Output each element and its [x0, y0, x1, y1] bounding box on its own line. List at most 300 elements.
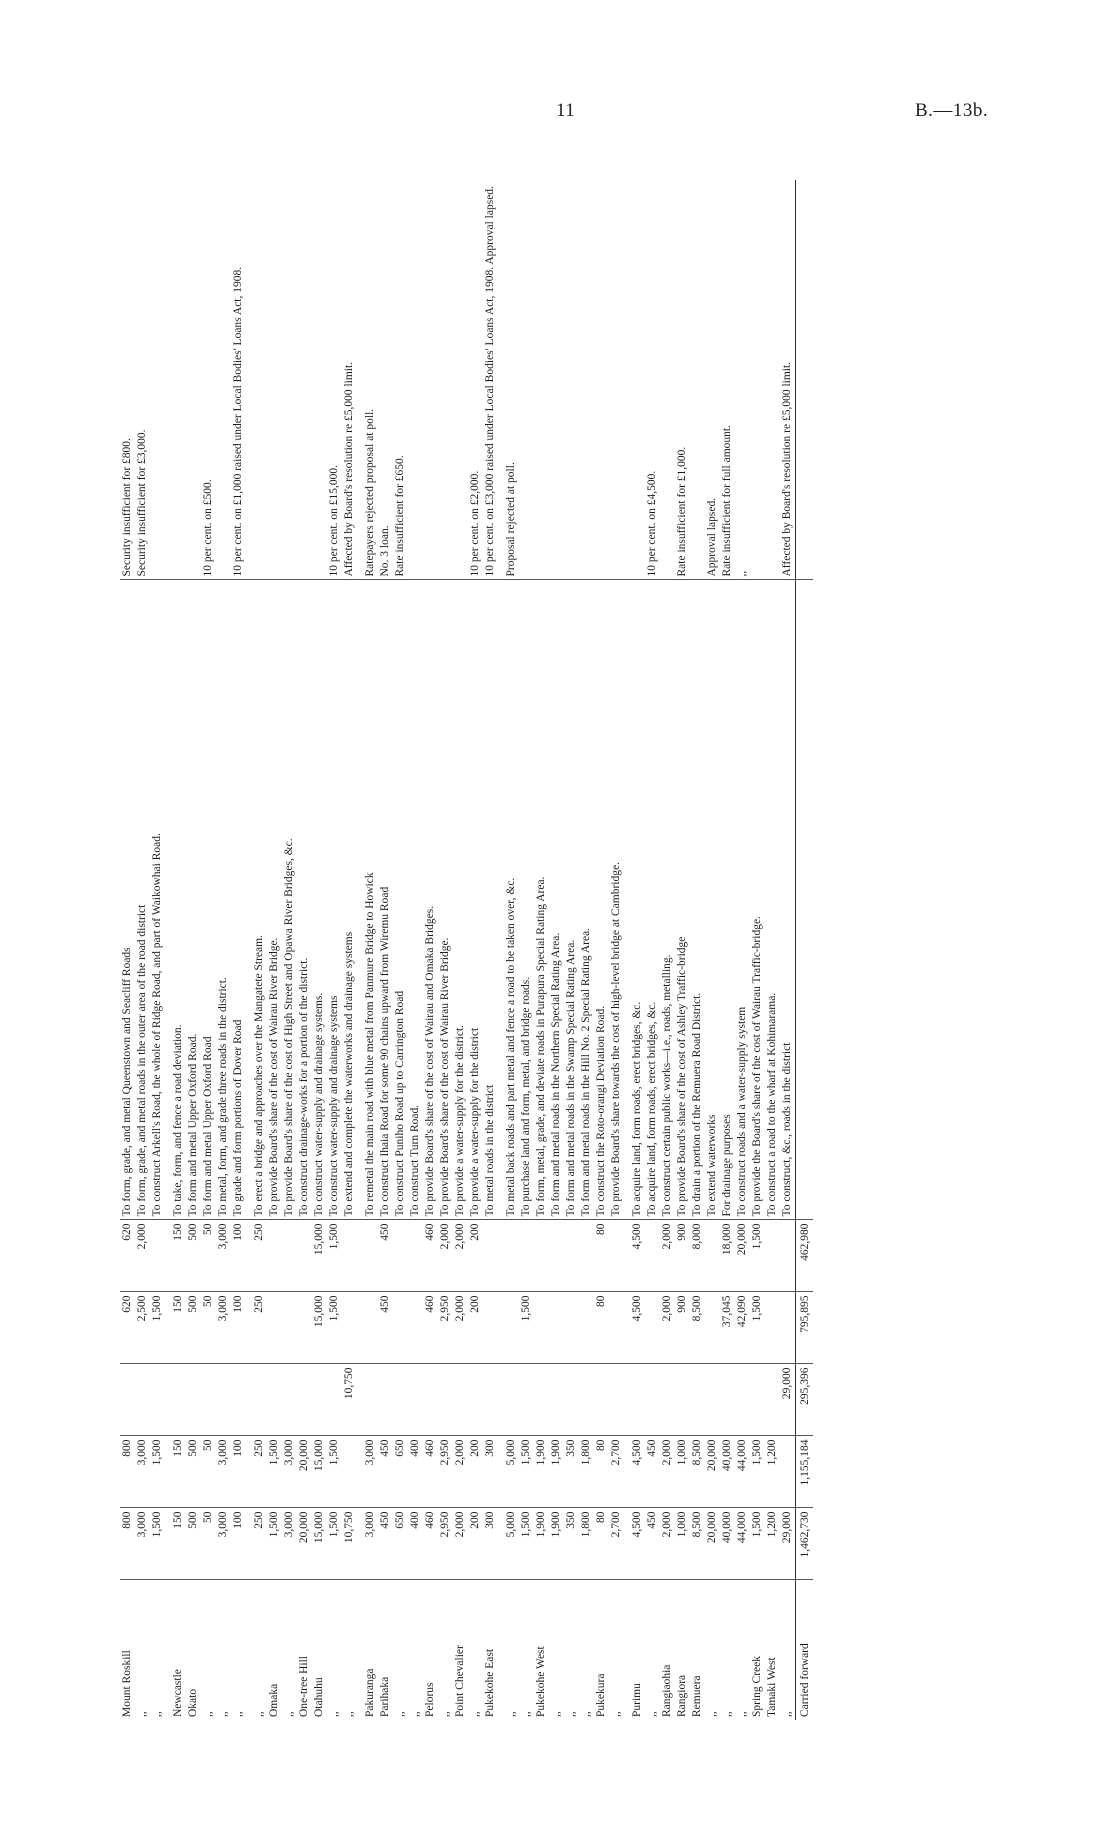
purpose-cell: To remetal the main road with blue metal from Panmure Bridge to Howick	[363, 580, 378, 1220]
table-row	[705, 180, 720, 1720]
remarks-cell: 10 per cent. on £3,000 raised under Local Bodies' Loans Act, 1908. Approval lapsed.	[483, 180, 498, 580]
amount-a-cell: 300	[483, 1508, 498, 1580]
amount-a-cell: 8,500	[690, 1508, 705, 1580]
remarks-cell	[564, 180, 579, 580]
location-cell: Purimu	[631, 1683, 643, 1717]
purpose-cell: To metal, form, and grade three roads in the district.	[216, 580, 231, 1220]
amount-b-cell: 1,500	[519, 1436, 534, 1508]
table-row	[135, 180, 150, 1720]
amount-b-cell: 800	[120, 1436, 135, 1508]
purpose-cell: To form and metal roads in the Hill No. 2 Special Rating Area.	[579, 580, 594, 1220]
amount-a-cell: 3,000	[135, 1508, 150, 1580]
table-row	[216, 180, 231, 1720]
purpose-cell: To form, grade, and metal roads in the outer area of the road district	[135, 580, 150, 1220]
amount-a-cell: 450	[378, 1508, 393, 1580]
amount-c-cell	[534, 1364, 549, 1436]
purpose-cell: To acquire land, form roads, erect bridges, &c.	[630, 580, 645, 1220]
table-row	[312, 180, 327, 1720]
remarks-cell	[216, 180, 231, 580]
amount-c-cell	[135, 1364, 150, 1436]
amount-c-cell	[252, 1364, 267, 1436]
amount-b-cell: 300	[483, 1436, 498, 1508]
amount-b-cell: 3,000	[282, 1436, 297, 1508]
table-row	[735, 180, 750, 1720]
purpose-cell: To form and metal Upper Oxford Road.	[186, 580, 201, 1220]
amount-b-cell: 1,800	[579, 1436, 594, 1508]
amount-b-cell: 500	[186, 1436, 201, 1508]
location-cell: Point Chevalier	[454, 1645, 466, 1717]
total-rem-empty	[796, 180, 814, 580]
amount-d-cell: 4,500	[630, 1292, 645, 1364]
table-row	[579, 180, 594, 1720]
purpose-cell: To extend and complete the waterworks and drainage systems	[342, 580, 357, 1220]
amount-a-cell: 20,000	[705, 1508, 720, 1580]
amount-c-cell	[630, 1364, 645, 1436]
total-desc-empty	[796, 580, 814, 1220]
amount-d-cell: 1,500	[519, 1292, 534, 1364]
purpose-cell: To construct water-supply and drainage systems	[327, 580, 342, 1220]
table-row	[645, 180, 660, 1720]
amount-b-cell: 1,200	[765, 1436, 780, 1508]
amount-e-cell	[780, 1220, 796, 1292]
amount-d-cell: 1,500	[750, 1292, 765, 1364]
location-cell: Tamaki West	[766, 1657, 778, 1717]
amount-d-cell	[564, 1292, 579, 1364]
amount-a-cell: 1,500	[750, 1508, 765, 1580]
remarks-cell	[519, 180, 534, 580]
amount-c-cell	[468, 1364, 483, 1436]
amount-e-cell	[534, 1220, 549, 1292]
amount-c-cell	[483, 1364, 498, 1436]
purpose-cell: For drainage purposes	[720, 580, 735, 1220]
amount-e-cell: 150	[171, 1220, 186, 1292]
amount-c-cell	[363, 1364, 378, 1436]
carried-forward-row	[796, 180, 814, 1720]
remarks-cell: 10 per cent. on £4,500.	[645, 180, 660, 580]
purpose-cell: To form and metal Upper Oxford Road	[201, 580, 216, 1220]
remarks-cell: Approval lapsed.	[705, 180, 720, 580]
amount-a-cell: 1,800	[579, 1508, 594, 1580]
amount-a-cell: 1,500	[327, 1508, 342, 1580]
remarks-cell	[630, 180, 645, 580]
amount-c-cell	[120, 1364, 135, 1436]
amount-c-cell	[312, 1364, 327, 1436]
total-d: 795,895	[796, 1292, 814, 1364]
amount-c-cell	[705, 1364, 720, 1436]
purpose-cell: To provide Board's share of the cost of Wairau River Bridge.	[438, 580, 453, 1220]
remarks-cell	[267, 180, 282, 580]
amount-a-cell: 3,000	[282, 1508, 297, 1580]
amount-c-cell	[765, 1364, 780, 1436]
purpose-cell: To provide Board's share of the cost of High Street and Opawa River Bridges, &c.	[282, 580, 297, 1220]
purpose-cell: To provide Board's share towards the cost of high-level bridge at Cambridge.	[609, 580, 624, 1220]
amount-b-cell: 460	[423, 1436, 438, 1508]
amount-e-cell	[150, 1220, 165, 1292]
amount-d-cell: 460	[423, 1292, 438, 1364]
amount-c-cell	[231, 1364, 246, 1436]
total-e: 462,980	[796, 1220, 814, 1292]
purpose-cell: To provide the Board's share of the cost of Wairau Traffic-bridge.	[750, 580, 765, 1220]
amount-e-cell: 8,000	[690, 1220, 705, 1292]
amount-a-cell: 1,500	[150, 1508, 165, 1580]
location-cell: ,,	[151, 1711, 163, 1717]
amount-b-cell: 3,000	[363, 1436, 378, 1508]
amount-d-cell: 620	[120, 1292, 135, 1364]
purpose-cell: To provide Board's share of the cost of Ashley Traffic-bridge	[675, 580, 690, 1220]
location-cell: ,,	[253, 1711, 265, 1717]
table-row	[630, 180, 645, 1720]
purpose-cell: To metal roads in the district	[483, 580, 498, 1220]
location-cell: ,,	[217, 1711, 229, 1717]
location-cell: Pukekohe West	[535, 1646, 547, 1717]
table-row	[594, 180, 609, 1720]
amount-c-cell	[660, 1364, 675, 1436]
remarks-cell	[549, 180, 564, 580]
remarks-cell: Affected by Board's resolution re £5,000 limit.	[780, 180, 796, 580]
amount-c-cell	[282, 1364, 297, 1436]
amount-e-cell	[645, 1220, 660, 1292]
amount-d-cell: 50	[201, 1292, 216, 1364]
amount-a-cell: 1,500	[267, 1508, 282, 1580]
amount-a-cell: 1,900	[534, 1508, 549, 1580]
table-row	[609, 180, 624, 1720]
amount-c-cell	[720, 1364, 735, 1436]
amount-e-cell	[297, 1220, 312, 1292]
amount-d-cell: 100	[231, 1292, 246, 1364]
amount-a-cell: 2,000	[660, 1508, 675, 1580]
amount-d-cell	[363, 1292, 378, 1364]
amount-b-cell: 1,500	[267, 1436, 282, 1508]
amount-c-cell	[504, 1364, 519, 1436]
amount-a-cell: 15,000	[312, 1508, 327, 1580]
amount-b-cell: 50	[201, 1436, 216, 1508]
amount-a-cell: 40,000	[720, 1508, 735, 1580]
table-body	[120, 180, 796, 1720]
amount-d-cell	[504, 1292, 519, 1364]
remarks-cell	[609, 180, 624, 580]
remarks-cell	[594, 180, 609, 580]
amount-d-cell	[579, 1292, 594, 1364]
amount-b-cell: 1,900	[549, 1436, 564, 1508]
amount-a-cell: 450	[645, 1508, 660, 1580]
amount-e-cell: 460	[423, 1220, 438, 1292]
amount-e-cell	[282, 1220, 297, 1292]
amount-d-cell: 37,045	[720, 1292, 735, 1364]
amount-b-cell: 350	[564, 1436, 579, 1508]
amount-c-cell	[549, 1364, 564, 1436]
table-row	[201, 180, 216, 1720]
amount-e-cell	[393, 1220, 408, 1292]
purpose-cell: To construct Turn Road.	[408, 580, 423, 1220]
location-cell: ,,	[721, 1711, 733, 1717]
amount-b-cell: 44,000	[735, 1436, 750, 1508]
location-cell: Rangiaohia	[661, 1664, 673, 1717]
location-cell: ,,	[781, 1711, 793, 1717]
amount-c-cell	[393, 1364, 408, 1436]
table-row	[150, 180, 165, 1720]
amount-d-cell	[549, 1292, 564, 1364]
remarks-cell	[750, 180, 765, 580]
amount-b-cell: 20,000	[297, 1436, 312, 1508]
amount-b-cell: 650	[393, 1436, 408, 1508]
amount-c-cell	[750, 1364, 765, 1436]
document-reference: B.—13b.	[915, 100, 989, 121]
location-cell: Otahuhu	[313, 1677, 325, 1717]
carried-forward-label: Carried forward	[796, 1580, 814, 1720]
purpose-cell: To form and metal roads in the Swamp Special Rating Area.	[564, 580, 579, 1220]
amount-c-cell	[327, 1364, 342, 1436]
page-number: 11	[556, 100, 576, 121]
table-row	[120, 180, 135, 1720]
location-cell: ,,	[232, 1711, 244, 1717]
amount-e-cell: 2,000	[453, 1220, 468, 1292]
amount-c-cell	[267, 1364, 282, 1436]
amount-a-cell: 100	[231, 1508, 246, 1580]
amount-d-cell: 15,000	[312, 1292, 327, 1364]
amount-d-cell: 2,500	[135, 1292, 150, 1364]
amount-e-cell	[342, 1220, 357, 1292]
amount-d-cell	[408, 1292, 423, 1364]
purpose-cell: To construct drainage-works for a portion of the district.	[297, 580, 312, 1220]
remarks-cell	[690, 180, 705, 580]
amount-c-cell	[171, 1364, 186, 1436]
remarks-cell: ,,	[735, 180, 750, 580]
amount-b-cell: 4,500	[630, 1436, 645, 1508]
location-cell: Mount Roskill	[121, 1650, 133, 1717]
table-row	[483, 180, 498, 1720]
location-cell: Pakuranga	[364, 1668, 376, 1717]
location-cell: ,,	[706, 1711, 718, 1717]
purpose-cell: To metal back roads and part metal and fence a road to be taken over, &c.	[504, 580, 519, 1220]
amount-a-cell: 460	[423, 1508, 438, 1580]
table-row	[363, 180, 378, 1720]
amount-a-cell: 50	[201, 1508, 216, 1580]
amount-c-cell	[735, 1364, 750, 1436]
amount-c-cell	[408, 1364, 423, 1436]
amount-d-cell: 42,090	[735, 1292, 750, 1364]
amount-b-cell: 1,500	[150, 1436, 165, 1508]
amount-e-cell: 15,000	[312, 1220, 327, 1292]
remarks-cell: Proposal rejected at poll.	[504, 180, 519, 580]
amount-a-cell: 350	[564, 1508, 579, 1580]
table-row	[534, 180, 549, 1720]
amount-d-cell: 450	[378, 1292, 393, 1364]
amount-d-cell	[282, 1292, 297, 1364]
amount-d-cell: 150	[171, 1292, 186, 1364]
purpose-cell: To construct a road to the wharf at Kohimarama.	[765, 580, 780, 1220]
amount-e-cell: 900	[675, 1220, 690, 1292]
amount-e-cell	[408, 1220, 423, 1292]
amount-a-cell: 80	[594, 1508, 609, 1580]
remarks-cell: Security insufficient for £800.	[120, 180, 135, 580]
location-cell: ,,	[565, 1711, 577, 1717]
purpose-cell: To construct, &c., roads in the district	[780, 580, 796, 1220]
table-row	[750, 180, 765, 1720]
remarks-cell: Security insufficient for £3,000.	[135, 180, 150, 580]
amount-d-cell	[483, 1292, 498, 1364]
location-cell: Remuera	[691, 1675, 703, 1717]
table-row	[408, 180, 423, 1720]
purpose-cell: To take, form, and fence a road deviation.	[171, 580, 186, 1220]
amount-e-cell: 2,000	[438, 1220, 453, 1292]
amount-d-cell	[705, 1292, 720, 1364]
remarks-cell: 10 per cent. on £500.	[201, 180, 216, 580]
table-row	[267, 180, 282, 1720]
amount-e-cell	[549, 1220, 564, 1292]
remarks-cell: 10 per cent. on £2,000.	[468, 180, 483, 580]
amount-e-cell: 2,000	[135, 1220, 150, 1292]
remarks-cell: Rate insufficient for full amount.	[720, 180, 735, 580]
location-cell: Pelorus	[424, 1682, 436, 1717]
table-row	[780, 180, 796, 1720]
amount-e-cell	[519, 1220, 534, 1292]
amount-a-cell: 1,900	[549, 1508, 564, 1580]
amount-e-cell: 50	[201, 1220, 216, 1292]
purpose-cell: To form, grade, and metal Queenstown and Seacliff Roads	[120, 580, 135, 1220]
amount-d-cell	[342, 1292, 357, 1364]
purpose-cell: To construct the Roto-orangi Deviation Road.	[594, 580, 609, 1220]
remarks-cell	[579, 180, 594, 580]
amount-c-cell	[438, 1364, 453, 1436]
amount-a-cell: 3,000	[363, 1508, 378, 1580]
table-row	[231, 180, 246, 1720]
amount-d-cell: 80	[594, 1292, 609, 1364]
amount-b-cell: 100	[231, 1436, 246, 1508]
amount-e-cell: 1,500	[327, 1220, 342, 1292]
amount-a-cell: 4,500	[630, 1508, 645, 1580]
table-row	[675, 180, 690, 1720]
total-a: 1,462,730	[796, 1508, 814, 1580]
location-cell: ,,	[409, 1711, 421, 1717]
amount-e-cell	[267, 1220, 282, 1292]
table-row	[438, 180, 453, 1720]
amount-e-cell	[765, 1220, 780, 1292]
amount-e-cell: 620	[120, 1220, 135, 1292]
amount-b-cell	[342, 1436, 357, 1508]
amount-e-cell	[609, 1220, 624, 1292]
amount-b-cell: 5,000	[504, 1436, 519, 1508]
location-cell: Newcastle	[172, 1669, 184, 1717]
amount-d-cell: 900	[675, 1292, 690, 1364]
remarks-cell	[312, 180, 327, 580]
amount-e-cell: 80	[594, 1220, 609, 1292]
location-cell: ,,	[328, 1711, 340, 1717]
amount-d-cell: 2,000	[453, 1292, 468, 1364]
remarks-cell	[282, 180, 297, 580]
amount-c-cell: 10,750	[342, 1364, 357, 1436]
table-row	[297, 180, 312, 1720]
location-cell: ,,	[580, 1711, 592, 1717]
amount-e-cell: 1,500	[750, 1220, 765, 1292]
amount-e-cell: 18,000	[720, 1220, 735, 1292]
amount-d-cell	[534, 1292, 549, 1364]
table-row	[252, 180, 267, 1720]
amount-c-cell	[201, 1364, 216, 1436]
remarks-cell	[408, 180, 423, 580]
amount-b-cell: 250	[252, 1436, 267, 1508]
location-cell: Pukekura	[595, 1673, 607, 1717]
table-row	[468, 180, 483, 1720]
rotated-loan-table	[120, 180, 1000, 1720]
amount-c-cell	[564, 1364, 579, 1436]
purpose-cell: To construct certain public works—i.e., roads, metalling.	[660, 580, 675, 1220]
table-row	[327, 180, 342, 1720]
amount-c-cell	[675, 1364, 690, 1436]
amount-b-cell: 2,950	[438, 1436, 453, 1508]
location-cell: Okato	[187, 1688, 199, 1717]
amount-c-cell	[297, 1364, 312, 1436]
amount-e-cell: 4,500	[630, 1220, 645, 1292]
amount-d-cell: 3,000	[216, 1292, 231, 1364]
location-cell: ,,	[646, 1711, 658, 1717]
table-row	[378, 180, 393, 1720]
purpose-cell: To provide a water-supply for the district	[468, 580, 483, 1220]
amount-c-cell	[609, 1364, 624, 1436]
amount-d-cell	[267, 1292, 282, 1364]
amount-e-cell: 3,000	[216, 1220, 231, 1292]
amount-a-cell: 3,000	[216, 1508, 231, 1580]
remarks-cell	[453, 180, 468, 580]
location-cell: ,,	[550, 1711, 562, 1717]
location-cell: Parihaka	[379, 1676, 391, 1717]
amount-b-cell: 400	[408, 1436, 423, 1508]
table-row	[720, 180, 735, 1720]
location-cell: Spring Creek	[751, 1655, 763, 1717]
location-cell: ,,	[469, 1711, 481, 1717]
amount-e-cell	[564, 1220, 579, 1292]
amount-d-cell: 1,500	[327, 1292, 342, 1364]
amount-e-cell: 500	[186, 1220, 201, 1292]
amount-a-cell: 1,000	[675, 1508, 690, 1580]
remarks-cell	[150, 180, 165, 580]
table-row	[549, 180, 564, 1720]
amount-c-cell	[216, 1364, 231, 1436]
amount-d-cell	[645, 1292, 660, 1364]
location-cell: ,,	[283, 1711, 295, 1717]
amount-d-cell: 200	[468, 1292, 483, 1364]
table-row	[186, 180, 201, 1720]
purpose-cell: To provide Board's share of the cost of Wairau and Omaka Bridges.	[423, 580, 438, 1220]
amount-a-cell: 44,000	[735, 1508, 750, 1580]
amount-d-cell	[765, 1292, 780, 1364]
location-cell: ,,	[343, 1711, 355, 1717]
amount-d-cell: 1,500	[150, 1292, 165, 1364]
remarks-cell: Rate insufficient for £650.	[393, 180, 408, 580]
amount-c-cell	[150, 1364, 165, 1436]
total-c: 295,396	[796, 1364, 814, 1436]
amount-e-cell: 250	[252, 1220, 267, 1292]
amount-b-cell	[780, 1436, 796, 1508]
remarks-cell	[171, 180, 186, 580]
amount-e-cell: 2,000	[660, 1220, 675, 1292]
amount-e-cell: 100	[231, 1220, 246, 1292]
amount-d-cell	[393, 1292, 408, 1364]
remarks-cell: Rate insufficient for £1,000.	[675, 180, 690, 580]
purpose-cell: To construct Arkell's Road, the whole of Ridge Road, and part of Waikowhai Road.	[150, 580, 165, 1220]
location-cell: Pukekohe East	[484, 1648, 496, 1717]
amount-b-cell: 3,000	[135, 1436, 150, 1508]
amount-a-cell: 800	[120, 1508, 135, 1580]
purpose-cell: To erect a bridge and approaches over the Mangatete Stream.	[252, 580, 267, 1220]
amount-a-cell: 400	[408, 1508, 423, 1580]
remarks-cell	[423, 180, 438, 580]
remarks-cell	[252, 180, 267, 580]
location-cell: One-tree Hill	[298, 1656, 310, 1717]
amount-d-cell: 2,950	[438, 1292, 453, 1364]
purpose-cell: To form, metal, grade, and deviate roads in Purapura Special Rating Area.	[534, 580, 549, 1220]
amount-c-cell	[453, 1364, 468, 1436]
location-cell: ,,	[520, 1711, 532, 1717]
